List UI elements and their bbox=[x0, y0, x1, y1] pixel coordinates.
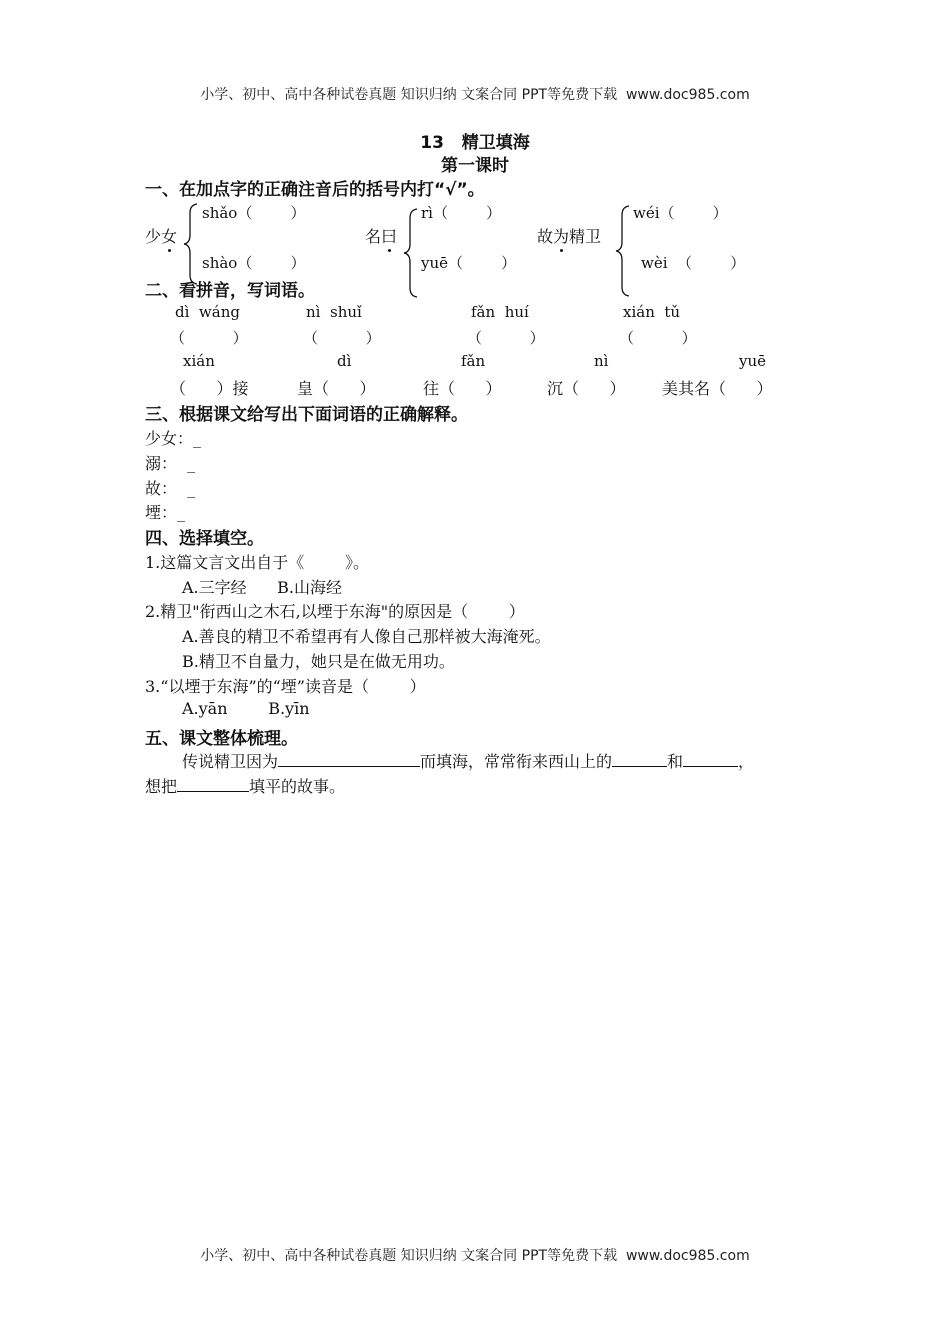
blank-reason[interactable] bbox=[278, 752, 420, 767]
question-3-options[interactable]: A.yān B.yīn bbox=[182, 699, 310, 718]
dotted-char: 曰 bbox=[381, 224, 397, 247]
section-2-heading: 二、看拼音，写词语。 bbox=[145, 281, 315, 301]
option-ri: rì（ ） bbox=[421, 204, 502, 222]
section-5-heading: 五、课文整体梳理。 bbox=[145, 729, 298, 749]
blank-item-1[interactable] bbox=[612, 752, 667, 767]
page-footer: 小学、初中、高中各种试卷真题 知识归纳 文案合同 PPT等免费下载 www.doc985.com bbox=[200, 1248, 750, 1264]
question-1: 1.这篇文言文出自于《 》。 bbox=[145, 553, 369, 572]
question-1-options[interactable]: A.三字经 B.山海经 bbox=[182, 578, 343, 597]
brace-3 bbox=[615, 205, 631, 297]
pinyin-di: dì bbox=[337, 352, 352, 370]
definition-gu[interactable]: 故： _ bbox=[145, 479, 196, 498]
summary-line-2: 想把 填平的故事。 bbox=[145, 777, 346, 796]
dotted-char: 为 bbox=[553, 224, 569, 247]
question-2-option-b[interactable]: B.精卫不自量力，她只是在做无用功。 bbox=[182, 652, 455, 671]
blank-target[interactable] bbox=[177, 777, 249, 792]
section-3-heading: 三、根据课文给写出下面词语的正确解释。 bbox=[145, 405, 468, 425]
definition-ni[interactable]: 溺： _ bbox=[145, 454, 196, 473]
definition-shaonv[interactable]: 少女：_ bbox=[145, 429, 202, 448]
pinyin-xian: xián bbox=[183, 352, 215, 370]
pinyin-nishui: nì shuǐ bbox=[306, 303, 362, 321]
option-wei4: wèi （ ） bbox=[641, 254, 746, 272]
brace-1 bbox=[183, 203, 199, 285]
fill-word-wang[interactable]: 往（ ） bbox=[423, 379, 502, 398]
brace-2 bbox=[403, 208, 419, 298]
word-mingyue: 名曰 bbox=[365, 224, 397, 247]
pinyin-ni: nì bbox=[594, 352, 609, 370]
option-wei2: wéi（ ） bbox=[633, 204, 728, 222]
pinyin-fan: fǎn bbox=[461, 352, 486, 370]
fill-word-huang[interactable]: 皇（ ） bbox=[297, 379, 376, 398]
question-2-option-a[interactable]: A.善良的精卫不希望再有人像自己那样被大海淹死。 bbox=[182, 627, 551, 646]
pinyin-diwang: dì wáng bbox=[175, 303, 240, 321]
pinyin-xiantu: xián tǔ bbox=[623, 303, 681, 321]
fill-word-meiqiming[interactable]: 美其名（ ） bbox=[662, 379, 773, 398]
fill-word-jie[interactable]: （ ）接 bbox=[170, 379, 249, 398]
lesson-subtitle: 第一课时 bbox=[441, 156, 509, 176]
pinyin-yue: yuē bbox=[739, 352, 767, 370]
fill-word-chen[interactable]: 沉（ ） bbox=[547, 379, 626, 398]
answer-box[interactable]: （ ） bbox=[467, 329, 545, 347]
definition-yin[interactable]: 堙：_ bbox=[145, 503, 186, 522]
question-3: 3.“以堙于东海”的“堙”读音是（ ） bbox=[145, 677, 426, 696]
section-1-heading: 一、在加点字的正确注音后的括号内打“√”。 bbox=[145, 180, 485, 200]
pinyin-fanhui: fǎn huí bbox=[471, 303, 529, 321]
answer-box[interactable]: （ ） bbox=[303, 329, 381, 347]
option-shao3: shǎo（ ） bbox=[202, 204, 306, 222]
blank-item-2[interactable] bbox=[683, 752, 738, 767]
summary-line-1: 传说精卫因为 而填海，常常衔来西山上的 和 ， bbox=[182, 752, 755, 771]
question-2: 2.精卫"衔西山之木石,以堙于东海"的原因是（ ） bbox=[145, 602, 525, 621]
answer-box[interactable]: （ ） bbox=[619, 329, 697, 347]
option-yue: yuē（ ） bbox=[421, 254, 517, 272]
word-guweijingwei: 故为精卫 bbox=[537, 224, 601, 247]
word-shaonv: 少女 bbox=[145, 224, 177, 247]
answer-box[interactable]: （ ） bbox=[170, 329, 248, 347]
section-4-heading: 四、选择填空。 bbox=[145, 529, 264, 549]
lesson-title: 13 精卫填海 bbox=[420, 133, 530, 153]
dotted-char: 女 bbox=[161, 224, 177, 247]
page-header: 小学、初中、高中各种试卷真题 知识归纳 文案合同 PPT等免费下载 www.doc985.com bbox=[200, 87, 750, 103]
option-shao4: shào（ ） bbox=[202, 254, 306, 272]
